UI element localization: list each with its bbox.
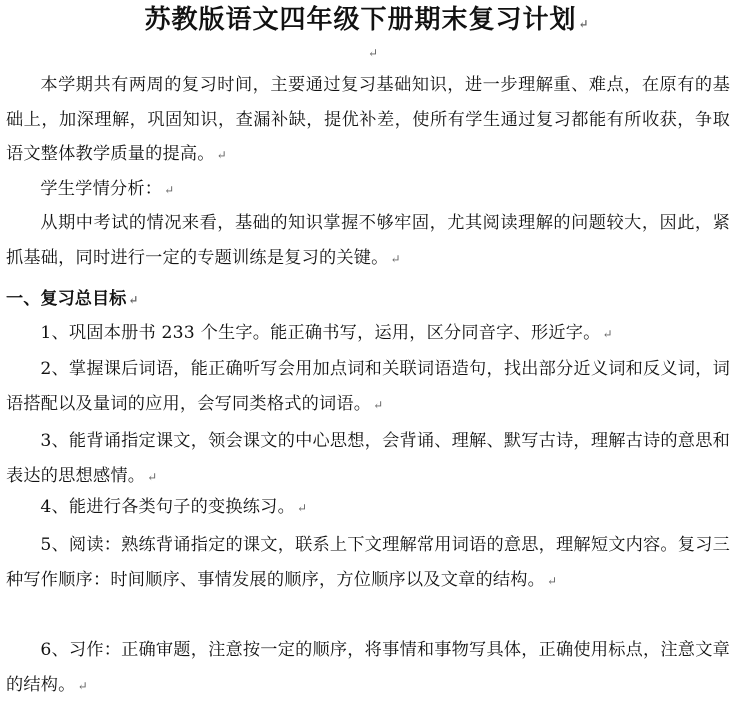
paragraph-mark-icon: ↵ <box>373 397 384 412</box>
paragraph-mark-icon: ↵ <box>147 469 158 484</box>
paragraph-mark-icon: ↵ <box>216 148 227 162</box>
analysis-paragraph: 从期中考试的情况来看，基础的知识掌握不够牢固，尤其阅读理解的问题较大，因此，紧抓基础，同时进行一定的专题训练是复习的关键。 ↵ <box>6 213 730 268</box>
paragraph-mark-icon: ↵ <box>602 327 613 341</box>
goal-item: 3、能背诵指定课文，领会课文的中心思想，会背诵、理解、默写古诗，理解古诗的意思和表达的思想感情。 ↵ <box>6 431 730 486</box>
document-title <box>0 2 734 42</box>
goal-item: 4、能进行各类句子的变换练习。 ↵ <box>40 497 308 517</box>
paragraph-mark-icon: ↵ <box>368 46 379 60</box>
title-text: 苏教版语文四年级下册期末复习计划 <box>144 5 577 35</box>
analysis-label: 学生学情分析： ↵ <box>40 179 175 199</box>
paragraph-mark-icon: ↵ <box>77 678 88 693</box>
goal-item: 5、阅读：熟练背诵指定的课文，联系上下文理解常用词语的意思，理解短文内容。复习三种写作顺序：时间顺序、事情发展的顺序，方位顺序以及文章的结构。 ↵ <box>6 535 730 590</box>
goal-item: 2、掌握课后词语，能正确听写会用加点词和关联词语造句，找出部分近义词和反义词，词语搭配以及量词的应用，会写同类格式的词语。 ↵ <box>6 359 730 414</box>
intro-paragraph: 本学期共有两周的复习时间，主要通过复习基础知识，进一步理解重、难点，在原有的基础上，加深理解，巩固知识，查漏补缺，提优补差，使所有学生通过复习都能有所收获，争取语文整体教学质量的提高。 ↵ <box>6 75 730 164</box>
paragraph-mark-icon: ↵ <box>296 501 308 515</box>
goal-item: 6、习作：正确审题，注意按一定的顺序，将事情和事物写具体，正确使用标点，注意文章的结构。 ↵ <box>6 640 730 695</box>
paragraph-mark-icon: ↵ <box>164 183 175 197</box>
paragraph-mark-icon: ↵ <box>390 251 401 266</box>
goal-item: 1、巩固本册书 233 个生字。能正确书写，运用，区分同音字、形近字。 ↵ <box>40 323 613 343</box>
section-heading: 一、复习总目标 ↵ <box>6 289 139 309</box>
paragraph-mark-icon: ↵ <box>128 293 139 307</box>
paragraph-mark-icon: ↵ <box>547 573 558 588</box>
paragraph-mark-icon: ↵ <box>578 17 590 31</box>
